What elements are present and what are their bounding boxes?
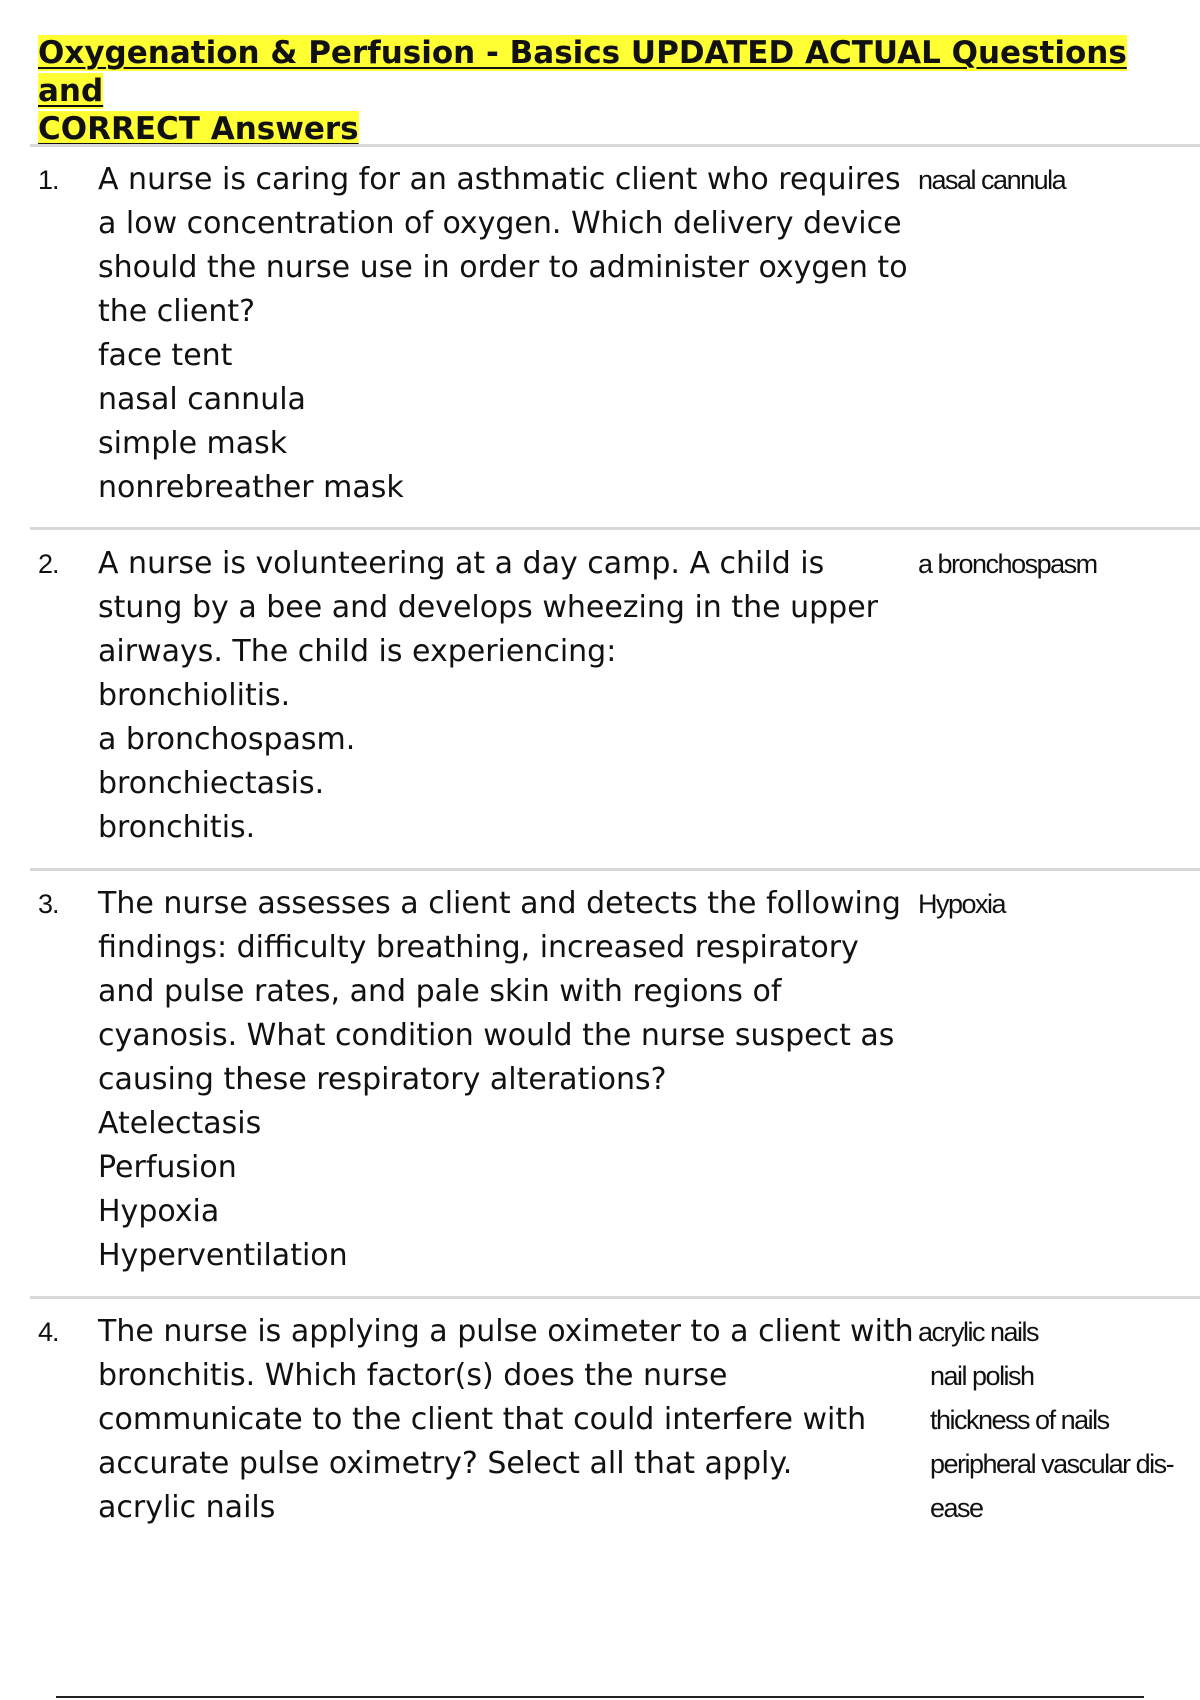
question-text: The nurse assesses a client and detects the following findings: difficulty breathing, increased respiratory and pulse rates, and pale skin with regions of cyanosis. What condition would the nurse suspect as causing these respiratory alterations? xyxy=(98,886,901,1097)
option: Perfusion xyxy=(98,1150,237,1185)
option-list xyxy=(98,334,918,510)
divider xyxy=(30,527,1200,530)
answer-column xyxy=(918,542,1163,586)
correct-answer: nail polish xyxy=(930,1361,1034,1391)
document-title xyxy=(38,34,1168,148)
question-number: 4. xyxy=(38,1317,59,1347)
correct-answer: peripheral vascular dis- xyxy=(930,1449,1174,1479)
divider xyxy=(30,868,1200,871)
answer-column xyxy=(918,158,1163,202)
option: bronchiectasis. xyxy=(98,766,325,801)
divider xyxy=(30,144,1200,147)
title-line-2: CORRECT Answers xyxy=(38,111,359,147)
question-text: A nurse is caring for an asthmatic client who requires a low concentration of oxygen. Which delivery device should the nurse use in order to administer oxygen to the client? xyxy=(98,162,908,329)
correct-answer: thickness of nails xyxy=(930,1405,1109,1435)
option-list xyxy=(98,1486,918,1530)
correct-answer: ease xyxy=(930,1493,983,1523)
option: bronchiolitis. xyxy=(98,678,291,713)
correct-answer: Hypoxia xyxy=(918,889,1006,919)
question-number: 1. xyxy=(38,165,59,195)
question-body xyxy=(98,158,918,510)
question-body xyxy=(98,542,918,850)
correct-answer: nasal cannula xyxy=(918,165,1066,195)
title-line-1: Oxygenation & Perfusion - Basics UPDATED ACTUAL Questions and xyxy=(38,35,1127,109)
footer-rule xyxy=(56,1696,1144,1698)
question-text: A nurse is volunteering at a day camp. A child is stung by a bee and develops wheezing in the upper airways. The child is experiencing: xyxy=(98,546,879,669)
divider xyxy=(30,1296,1200,1299)
question-body xyxy=(98,1310,918,1530)
option: Atelectasis xyxy=(98,1106,262,1141)
option: face tent xyxy=(98,338,233,373)
option: nasal cannula xyxy=(98,382,306,417)
option: nonrebreather mask xyxy=(98,470,404,505)
option-list xyxy=(98,1102,918,1278)
option: acrylic nails xyxy=(98,1490,276,1525)
question-number: 2. xyxy=(38,549,59,579)
question-number: 3. xyxy=(38,889,59,919)
answer-column xyxy=(918,882,1163,926)
option: bronchitis. xyxy=(98,810,256,845)
option: a bronchospasm. xyxy=(98,722,356,757)
answer-column xyxy=(918,1310,1174,1530)
option: Hyperventilation xyxy=(98,1238,348,1273)
correct-answer: a bronchospasm xyxy=(918,549,1097,579)
option-list xyxy=(98,674,918,850)
question-text: The nurse is applying a pulse oximeter to a client with bronchitis. Which factor(s) does the nurse communicate to the client that could interfere with accurate pulse oximetry? Select all that apply. xyxy=(98,1314,914,1481)
correct-answer: acrylic nails xyxy=(918,1317,1039,1347)
option: simple mask xyxy=(98,426,288,461)
option: Hypoxia xyxy=(98,1194,220,1229)
question-body xyxy=(98,882,918,1278)
